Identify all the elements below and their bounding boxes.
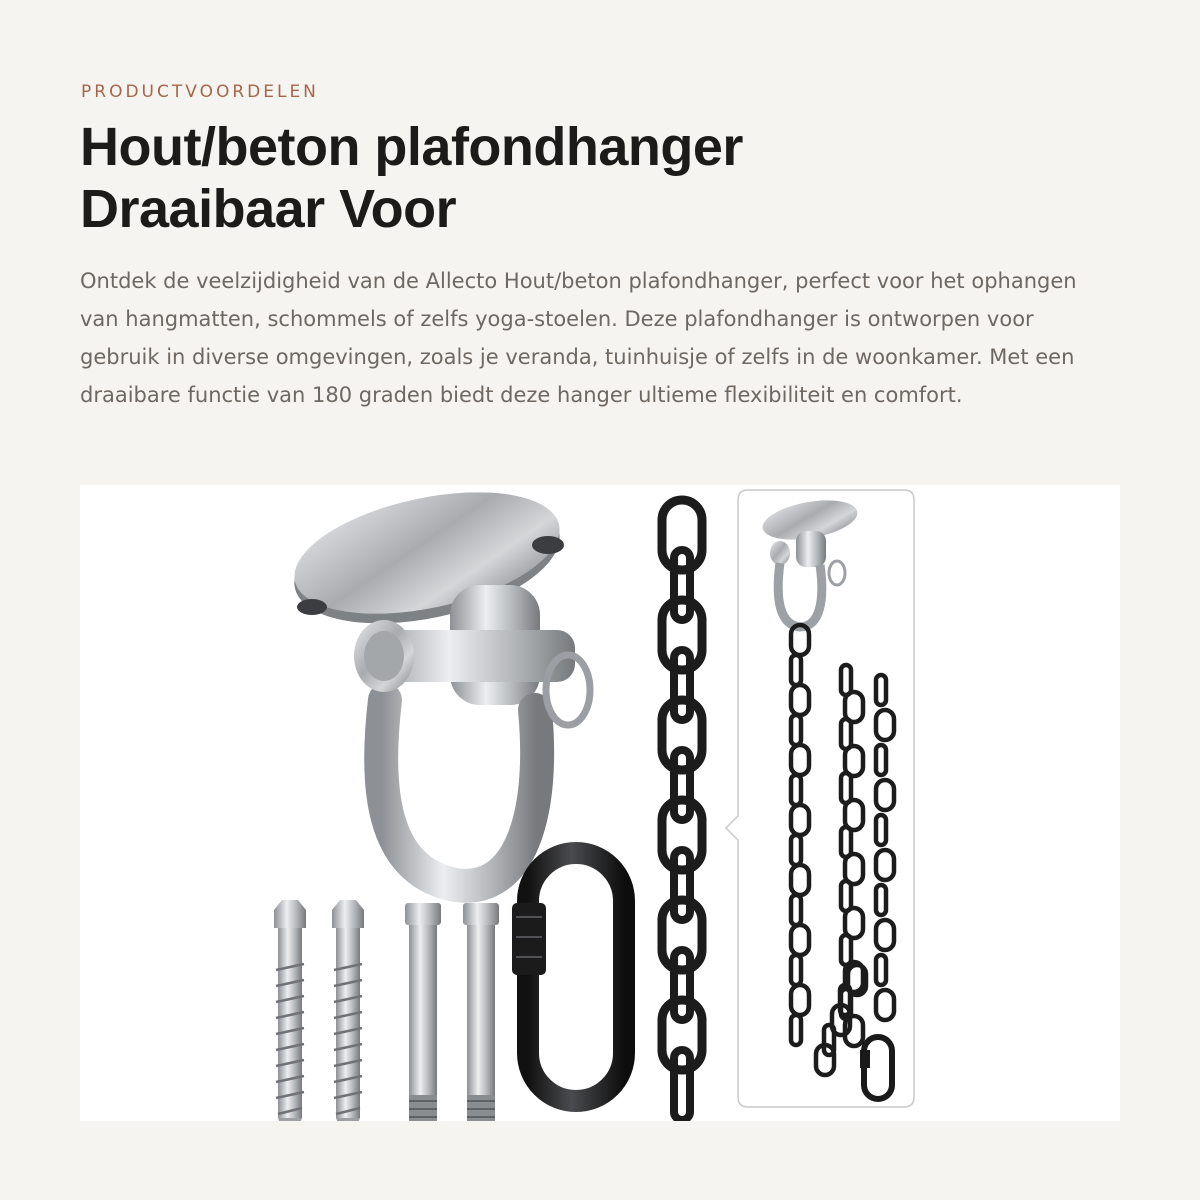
inset-detail-box bbox=[726, 490, 914, 1107]
title-line-2: Draaibaar Voor bbox=[80, 179, 457, 239]
shackle-icon bbox=[354, 585, 590, 886]
chain-icon bbox=[662, 500, 702, 1120]
section-description: Ontdek de veelzijdigheid van de Allecto Hout/beton plafondhanger, perfect voor het ophangen van hangmatten, schommels of zelfs yoga-stoelen. Deze plafondhanger is ontworpen voor gebruik in diverse omgevingen, zoals je veranda, tuinhuisje of zelfs in de woonkamer. Met een draaibare functie van 180 graden biedt deze hanger ultieme flexibiliteit en comfort. bbox=[80, 269, 1077, 407]
section-eyebrow: PRODUCTVOORDELEN bbox=[81, 82, 319, 102]
anchor-bolt-icon bbox=[405, 903, 499, 1121]
product-image bbox=[80, 485, 1120, 1121]
product-illustration bbox=[80, 485, 1120, 1121]
section-title bbox=[80, 116, 1120, 240]
title-line-1: Hout/beton plafondhanger bbox=[80, 117, 743, 177]
lag-screw-icon bbox=[274, 900, 364, 1121]
quick-link-carabiner-icon bbox=[512, 853, 624, 1101]
